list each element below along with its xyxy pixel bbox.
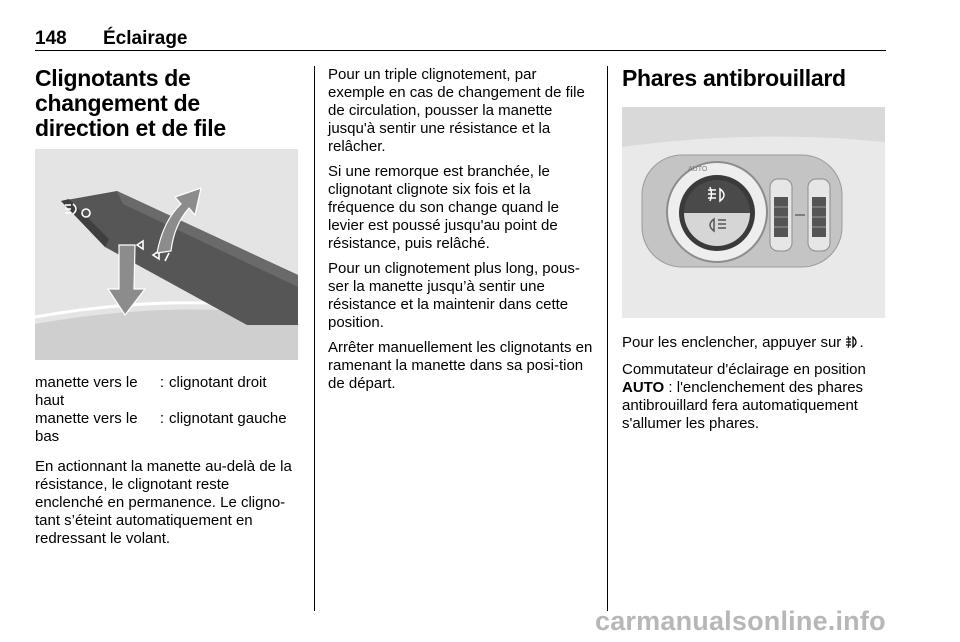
column-1: [35, 66, 300, 555]
legend-row: manette vers le bas : clignotant gauche: [35, 410, 287, 445]
page-header: [35, 28, 886, 51]
column-divider: [607, 66, 608, 611]
page-number: 148: [35, 28, 67, 49]
paragraph: Pour un clignotement plus long, pous-ser la manette jusqu’à sentir une résistance et la maintenir dans cette position.: [328, 260, 580, 331]
light-switch-illustration: [622, 107, 885, 318]
paragraph: Arrêter manuellement les clignotants en ramenant la manette dans sa posi-tion de départ.: [328, 339, 593, 392]
section-title: Phares antibrouillard: [622, 65, 846, 91]
chapter-title: Éclairage: [103, 28, 188, 49]
paragraph: Si une remorque est branchée, le clignotant clignote six fois et la fréquence du son change quand le levier est poussé jusqu'au point de résistance, puis relâché.: [328, 163, 560, 252]
paragraph: Pour un triple clignotement, par exemple en cas de changement de file de circulation, pousser la manette jusqu'à sentir une résistance et la relâcher.: [328, 66, 585, 155]
paragraph: Pour les enclencher, appuyer sur .: [622, 334, 887, 354]
turn-signal-stalk-illustration: [35, 149, 298, 360]
legend-table: [35, 374, 300, 446]
column-divider: [314, 66, 315, 611]
paragraph: En actionnant la manette au-delà de la résistance, le clignotant reste enclenché en permanence. Le cligno-tant s’éteint automatiquement en redressant le volant.: [35, 458, 292, 547]
front-fog-light-icon: [845, 335, 859, 354]
paragraph: Commutateur d'éclairage en position AUTO : l'enclenchement des phares antibrouillard fera automatiquement s'allumer les phares.: [622, 361, 866, 432]
section-title: Clignotants de changement de direction et de file: [35, 65, 226, 141]
watermark: carmanualsonline.info: [595, 606, 886, 636]
column-2: [328, 66, 593, 400]
legend-row: manette vers le haut : clignotant droit: [35, 374, 267, 409]
column-3: [622, 66, 887, 440]
svg-text:AUTO: AUTO: [688, 166, 708, 173]
